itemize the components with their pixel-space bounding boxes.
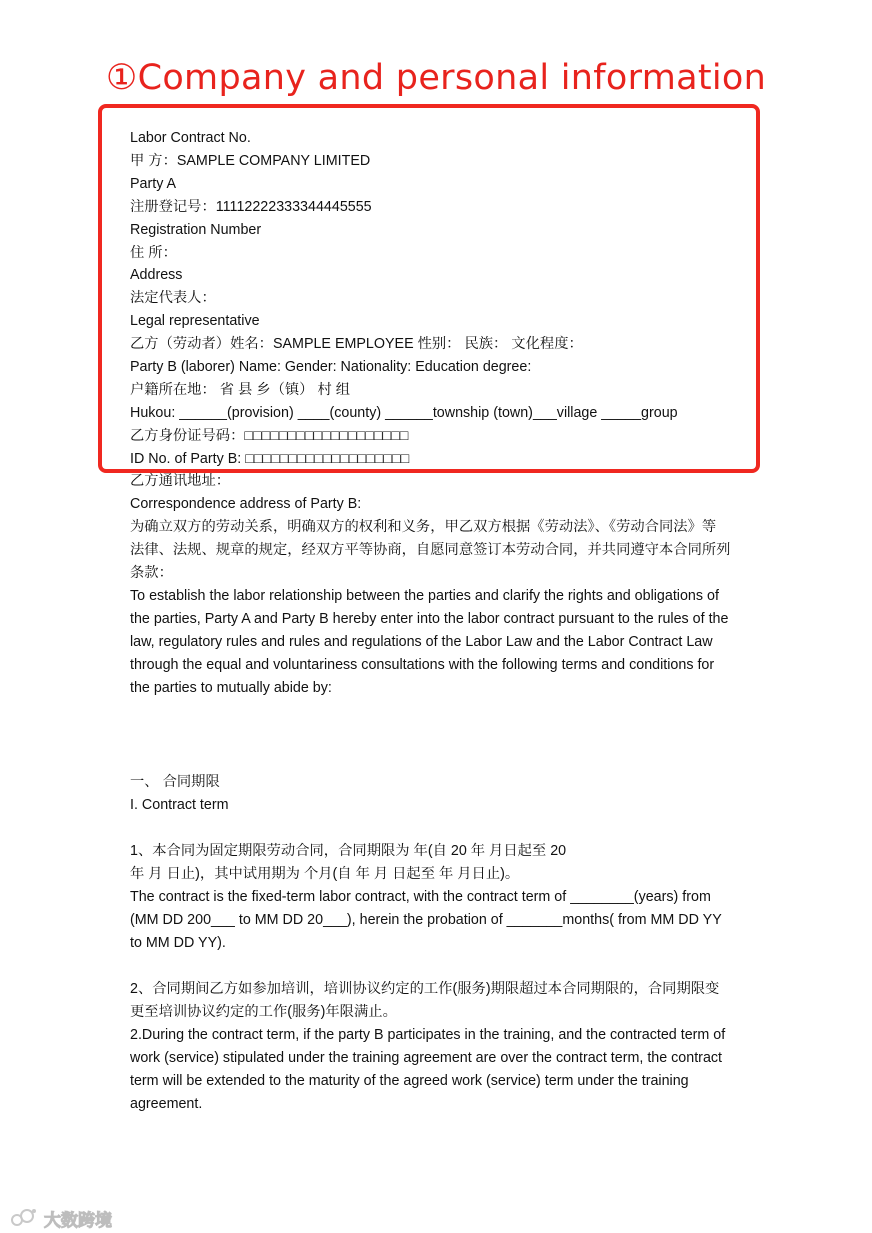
clause-2-cn-line: 更至培训协议约定的工作(服务)年限满止。 [130,1004,397,1020]
watermark [10,1203,112,1233]
clause-1-en-line: (MM DD 200___ to MM DD 20___), herein the probation of _______months( from MM DD YY [130,912,722,928]
preamble-cn-line: 为确立双方的劳动关系，明确双方的权利和义务，甲乙双方根据《劳动法》、《劳动合同法》等 [130,519,717,535]
preamble-cn-line: 条款： [130,565,173,581]
clause-1-cn-line: 1、本合同为固定期限劳动合同，合同期限为 年(自 20 年 月日起至 20 [130,843,567,859]
preamble-en-line: the parties, Party A and Party B hereby enter into the labor contract pursuant to the rules of the [130,611,729,627]
correspondence-cn: 乙方通讯地址： [130,473,231,489]
preamble-en-line: law, regulatory rules and rules and regulations of the Labor Law and the Labor Contract Law [130,634,713,650]
legal-rep-en: Legal representative [130,313,260,329]
clause-1-en-line: The contract is the fixed-term labor contract, with the contract term of ________(years) from [130,889,711,905]
preamble-en-line: through the equal and voluntariness consultations with the following terms and conditions for [130,657,715,673]
party-b-en: Party B (laborer) Name: Gender: Nationality: Education degree: [130,359,532,375]
clause-2-cn-line: 2、合同期间乙方如参加培训，培训协议约定的工作(服务)期限超过本合同期限的，合同期限变 [130,981,720,997]
legal-rep-cn: 法定代表人： [130,290,216,306]
address-en: Address [130,267,183,283]
preamble-en-line: To establish the labor relationship between the parties and clarify the rights and obligations of [130,588,719,604]
watermark-logo-icon [10,1207,38,1229]
clause-2-en-line: work (service) stipulated under the training agreement are over the contract term, the contract [130,1050,723,1066]
registration-en: Registration Number [130,222,262,238]
clause-1-cn-line: 年 月 日止)，其中试用期为 个月(自 年 月 日起至 年 月日止)。 [130,866,520,882]
registration-cn: 注册登记号：11112222333344445555 [130,199,372,215]
address-cn: 住 所： [130,245,177,261]
section-1-title-en: I. Contract term [130,797,229,813]
hukou-en: Hukou: ______(provision) ____(county) ______township (town)___village _____group [130,405,678,421]
id-number-en: ID No. of Party B: □□□□□□□□□□□□□□□□□□□ [130,451,410,467]
clause-2-en-line: term will be extended to the maturity of the agreed work (service) term under the training [130,1073,689,1089]
correspondence-en: Correspondence address of Party B: [130,496,362,512]
clause-2-en-line: 2.During the contract term, if the party B participates in the training, and the contracted term of [130,1027,726,1043]
party-a-en: Party A [130,176,177,192]
section-1-title-cn: 一、 合同期限 [130,774,220,790]
contract-no-label: Labor Contract No. [130,130,251,146]
section-heading: ①Company and personal information [105,58,767,98]
clause-1-en-line: to MM DD YY). [130,935,226,951]
party-a-cn: 甲 方：SAMPLE COMPANY LIMITED [130,153,371,169]
id-number-cn: 乙方身份证号码：□□□□□□□□□□□□□□□□□□□ [130,428,409,444]
hukou-cn: 户籍所在地： 省 县 乡（镇） 村 组 [130,382,351,398]
party-b-cn: 乙方（劳动者）姓名：SAMPLE EMPLOYEE 性别： 民族： 文化程度： [130,336,583,352]
preamble-cn-line: 法律、法规、规章的规定，经双方平等协商，自愿同意签订本劳动合同，并共同遵守本合同所列 [130,542,731,558]
clause-2-en-line: agreement. [130,1096,203,1112]
preamble-en-line: the parties to mutually abide by: [130,680,332,696]
watermark-text: 大数跨境 [44,1210,112,1231]
